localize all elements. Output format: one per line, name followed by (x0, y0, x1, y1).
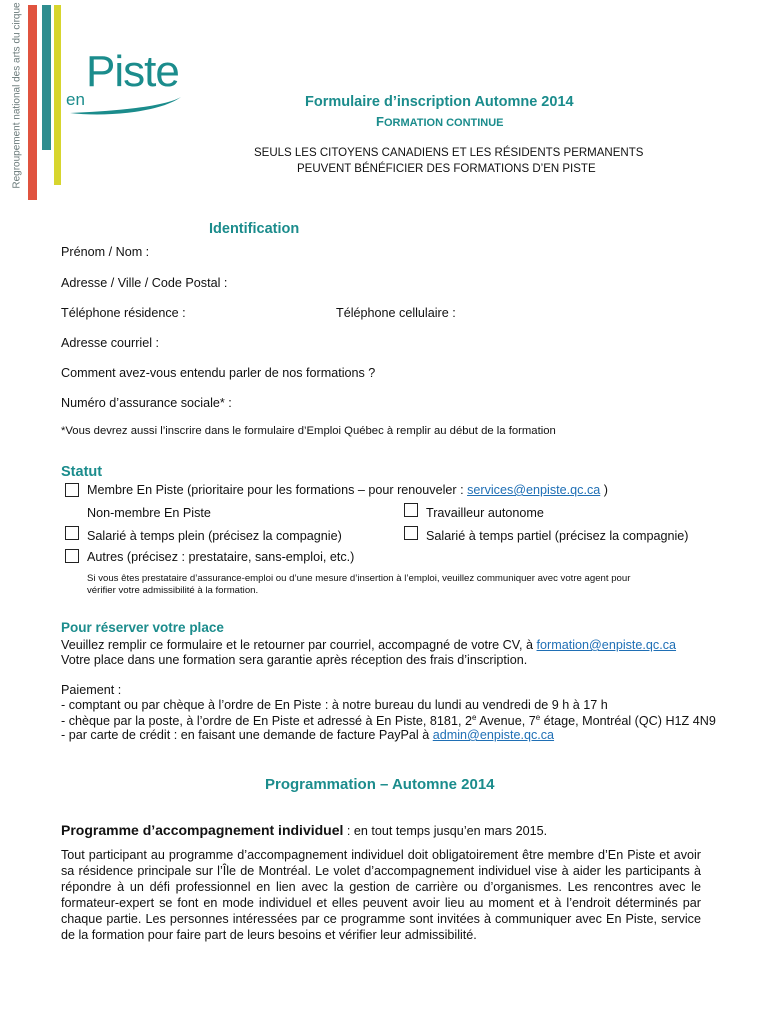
member-option-label: Membre En Piste (prioritaire pour les formations – pour renouveler : services@enpiste.qc.ca ) (87, 483, 608, 497)
admin-email-link[interactable]: admin@enpiste.qc.ca (432, 728, 555, 742)
full-time-checkbox[interactable] (65, 526, 79, 540)
reservation-line2: Votre place dans une formation sera garantie après réception des frais d’inscription. (61, 653, 528, 667)
form-title: Formulaire d’inscription Automne 2014 (305, 94, 574, 110)
email-field-label: Adresse courriel : (61, 336, 159, 350)
payment-label: Paiement : (61, 683, 122, 697)
reservation-heading: Pour réserver votre place (61, 620, 224, 635)
self-employed-checkbox[interactable] (404, 503, 418, 517)
self-employed-option-label: Travailleur autonome (426, 506, 544, 520)
eligibility-notice-line1: SEULS LES CITOYENS CANADIENS ET LES RÉSIDENTS PERMANENTS (254, 147, 644, 159)
subtitle-first-letter: F (376, 114, 384, 129)
program-title: Programme d’accompagnement individuel (61, 822, 344, 838)
other-checkbox[interactable] (65, 549, 79, 563)
identification-heading: Identification (209, 221, 300, 237)
part-time-option-label: Salarié à temps partiel (précisez la compagnie) (426, 529, 689, 543)
programmation-heading: Programmation – Automne 2014 (265, 776, 495, 793)
sin-field-label: Numéro d’assurance sociale* : (61, 396, 232, 410)
cell-phone-field-label: Téléphone cellulaire : (336, 306, 456, 320)
stripe-teal (42, 5, 51, 150)
part-time-checkbox[interactable] (404, 526, 418, 540)
home-phone-field-label: Téléphone résidence : (61, 306, 186, 320)
services-email-link[interactable]: services@enpiste.qc.ca (467, 483, 601, 497)
vertical-tagline: Regroupement national des arts du cirque (11, 2, 23, 189)
address-field-label: Adresse / Ville / Code Postal : (61, 276, 228, 290)
formation-email-link[interactable]: formation@enpiste.qc.ca (536, 638, 677, 652)
sin-footnote: *Vous devrez aussi l’inscrire dans le formulaire d’Emploi Québec à remplir au début de la formation (61, 425, 556, 437)
form-subtitle (376, 113, 504, 131)
payment-option-card: - par carte de crédit : en faisant une demande de facture PayPal à admin@enpiste.qc.ca (61, 728, 555, 742)
heard-about-field-label: Comment avez-vous entendu parler de nos formations ? (61, 366, 376, 380)
logo-en: en (66, 90, 85, 109)
subtitle-rest: ORMATION CONTINUE (383, 117, 504, 129)
reservation-line1: Veuillez remplir ce formulaire et le retourner par courriel, accompagné de votre CV, à formation@enpiste.qc.ca (61, 638, 677, 652)
full-time-option-label: Salarié à temps plein (précisez la compagnie) (87, 529, 342, 543)
payment-option-mail: - chèque par la poste, à l’ordre de En Piste et adressé à En Piste, 8181, 2e Avenue, 7e étage, Montréal (QC) H1Z 4N9 (61, 713, 716, 729)
name-field-label: Prénom / Nom : (61, 245, 150, 259)
stripe-yellow (54, 5, 61, 185)
eligibility-notice-line2: PEUVENT BÉNÉFICIER DES FORMATIONS D’EN PISTE (297, 163, 596, 175)
member-checkbox[interactable] (65, 483, 79, 497)
logo-piste: Piste (86, 47, 179, 96)
statut-note-line1: Si vous êtes prestataire d’assurance-emploi ou d’une mesure d’insertion à l’emploi, veuillez communiquer avec votre agent pour (87, 573, 631, 584)
payment-option-cash: - comptant ou par chèque à l’ordre de En Piste : à notre bureau du lundi au vendredi de 9 h à 17 h (61, 698, 608, 712)
program-description: Tout participant au programme d’accompagnement individuel doit obligatoirement être membre d’En Piste et avoir sa résidence principale sur l’Île de Montréal. Le volet d’accompagnement individuel vise à aider les participants à répondre à un défi professionnel en lien avec la gestion de carrière ou d’organismes. Les rencontres avec le formateur-expert se font en mode individuel et elles peuvent avoir lieu au moment et à l’endroit déterminés par chaque partie. Les personnes intéressées par ce programme sont invitées à communiquer avec En Piste, service de la formation pour faire part de leurs besoins et vérifier leur admissibilité. (61, 848, 701, 942)
logo (64, 45, 184, 120)
non-member-option-label: Non-membre En Piste (87, 506, 211, 520)
stripe-red (28, 5, 37, 200)
other-option-label: Autres (précisez : prestataire, sans-emploi, etc.) (87, 550, 355, 564)
statut-heading: Statut (61, 464, 103, 480)
program-title-line (61, 822, 547, 838)
statut-note-line2: vérifier votre admissibilité à la formation. (87, 585, 259, 596)
program-availability: : en tout temps jusqu’en mars 2015. (343, 824, 548, 838)
